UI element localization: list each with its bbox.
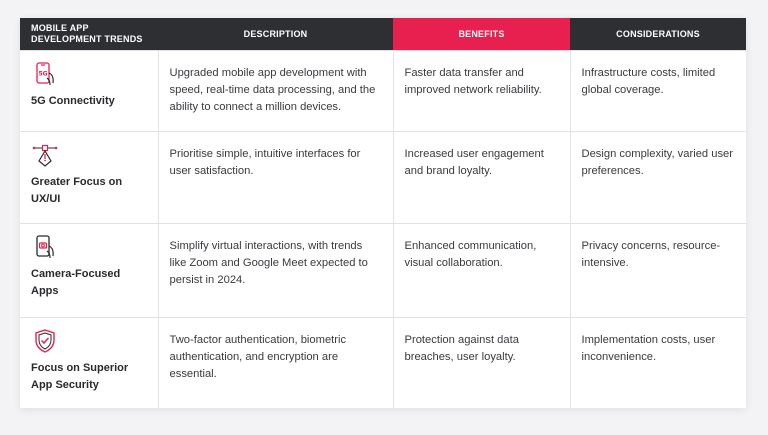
description-cell: Upgraded mobile app development with speed, real-time data processing, and the ability to connect a million devices. — [158, 51, 393, 132]
considerations-cell: Design complexity, varied user preferences. — [570, 132, 746, 224]
trend-label: Focus on Superior App Security — [31, 362, 129, 391]
trend-label: Camera-Focused Apps — [31, 268, 121, 297]
camera-phone-icon — [32, 234, 58, 260]
benefits-cell: Faster data transfer and improved network reliability. — [393, 51, 570, 132]
trend-cell — [20, 132, 158, 224]
trends-table — [20, 18, 746, 408]
table-row — [20, 224, 746, 318]
benefits-cell: Increased user engagement and brand loyalty. — [393, 132, 570, 224]
description-cell: Prioritise simple, intuitive interfaces for user satisfaction. — [158, 132, 393, 224]
header-considerations: CONSIDERATIONS — [570, 18, 746, 51]
5g-phone-icon — [32, 61, 58, 87]
header-trends: MOBILE APP DEVELOPMENT TRENDS — [20, 18, 158, 51]
shield-check-icon — [32, 328, 58, 354]
trend-cell — [20, 51, 158, 132]
benefits-cell: Enhanced communication, visual collaboration. — [393, 224, 570, 318]
header-benefits: BENEFITS — [393, 18, 570, 51]
trend-label: Greater Focus on UX/UI — [31, 176, 123, 205]
description-cell: Two-factor authentication, biometric authentication, and encryption are essential. — [158, 318, 393, 409]
trend-label: 5G Connectivity — [31, 95, 115, 107]
table-header-row — [20, 18, 746, 51]
description-cell: Simplify virtual interactions, with trends like Zoom and Google Meet expected to persist in 2024. — [158, 224, 393, 318]
trend-cell — [20, 318, 158, 409]
considerations-cell: Implementation costs, user inconvenience. — [570, 318, 746, 409]
table-row — [20, 51, 746, 132]
benefits-cell: Protection against data breaches, user loyalty. — [393, 318, 570, 409]
trends-table-card — [20, 18, 746, 408]
considerations-cell: Privacy concerns, resource-intensive. — [570, 224, 746, 318]
svg-text:5G: 5G — [38, 70, 48, 78]
design-pen-icon — [32, 142, 58, 168]
considerations-cell: Infrastructure costs, limited global coverage. — [570, 51, 746, 132]
table-row — [20, 318, 746, 409]
header-description: DESCRIPTION — [158, 18, 393, 51]
trend-cell — [20, 224, 158, 318]
table-row — [20, 132, 746, 224]
